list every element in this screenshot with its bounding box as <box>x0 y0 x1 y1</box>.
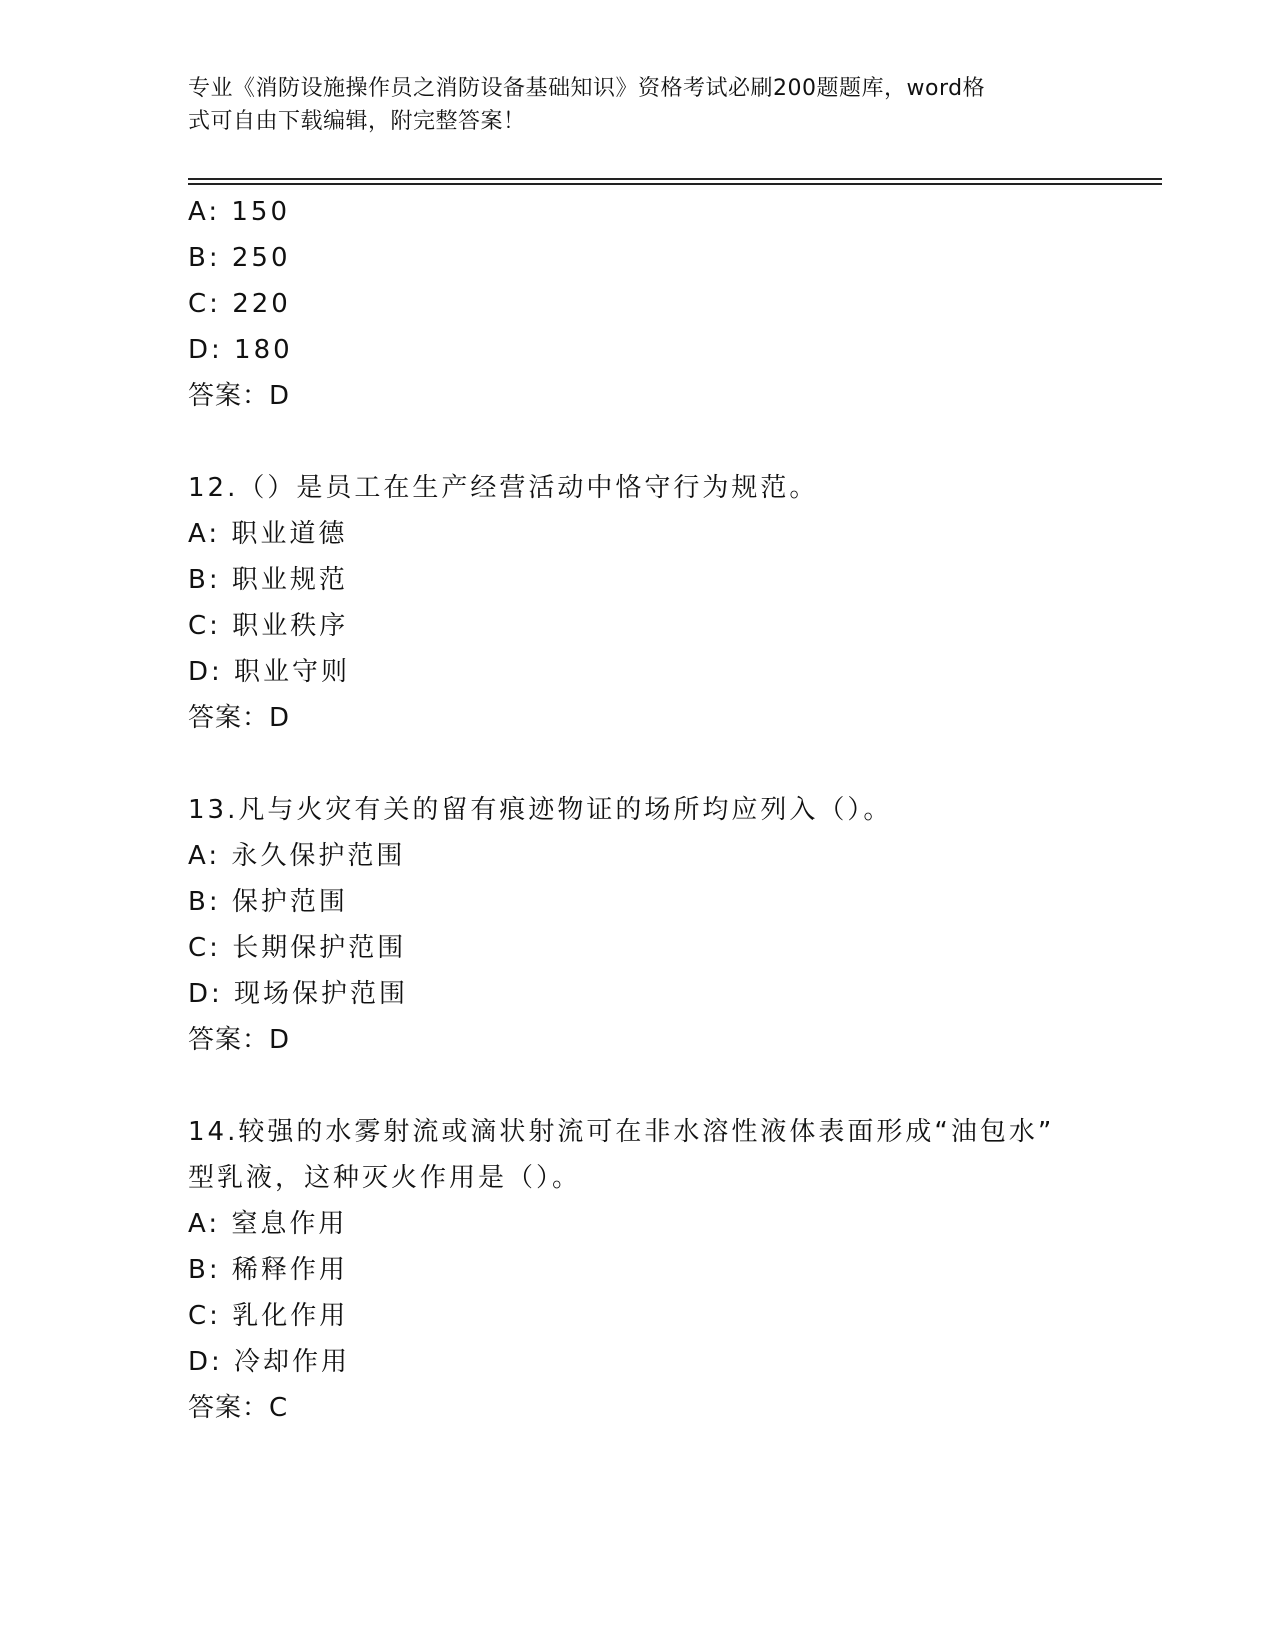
question-list <box>188 189 1162 1431</box>
header-line-1: 专业《消防设施操作员之消防设备基础知识》资格考试必刷200题题库，word格 <box>188 76 986 101</box>
document-header <box>188 72 1068 138</box>
option-c: C: 乳化作用 <box>188 1301 349 1331</box>
option-d: D: 冷却作用 <box>188 1347 351 1377</box>
option-b: B: 稀释作用 <box>188 1255 348 1285</box>
header-divider-bottom <box>188 183 1162 185</box>
question-stem-line-2: 型乳液，这种灭火作用是（）。 <box>188 1163 582 1193</box>
option-c: C: 220 <box>188 289 291 319</box>
answer: 答案：D <box>188 1025 291 1055</box>
question-14 <box>188 1109 1162 1431</box>
option-c: C: 职业秩序 <box>188 611 349 641</box>
option-d: D: 现场保护范围 <box>188 979 409 1009</box>
option-b: B: 250 <box>188 243 291 273</box>
question-stem: 12.（）是员工在生产经营活动中恪守行为规范。 <box>188 473 819 503</box>
option-a: A: 职业道德 <box>188 519 348 549</box>
option-b: B: 职业规范 <box>188 565 348 595</box>
answer: 答案：C <box>188 1393 289 1423</box>
option-a: A: 窒息作用 <box>188 1209 348 1239</box>
question-13 <box>188 787 1162 1063</box>
question-11 <box>188 189 1162 419</box>
answer: 答案：D <box>188 381 291 411</box>
question-12 <box>188 465 1162 741</box>
question-stem: 13.凡与火灾有关的留有痕迹物证的场所均应列入（）。 <box>188 795 893 825</box>
option-d: D: 180 <box>188 335 293 365</box>
option-d: D: 职业守则 <box>188 657 351 687</box>
option-a: A: 150 <box>188 197 290 227</box>
question-stem-line-1: 14.较强的水雾射流或滴状射流可在非水溶性液体表面形成“油包水” <box>188 1117 1055 1147</box>
option-b: B: 保护范围 <box>188 887 348 917</box>
option-a: A: 永久保护范围 <box>188 841 406 871</box>
header-divider-top <box>188 178 1162 180</box>
option-c: C: 长期保护范围 <box>188 933 407 963</box>
answer: 答案：D <box>188 703 291 733</box>
header-line-2: 式可自由下载编辑，附完整答案！ <box>188 109 526 134</box>
